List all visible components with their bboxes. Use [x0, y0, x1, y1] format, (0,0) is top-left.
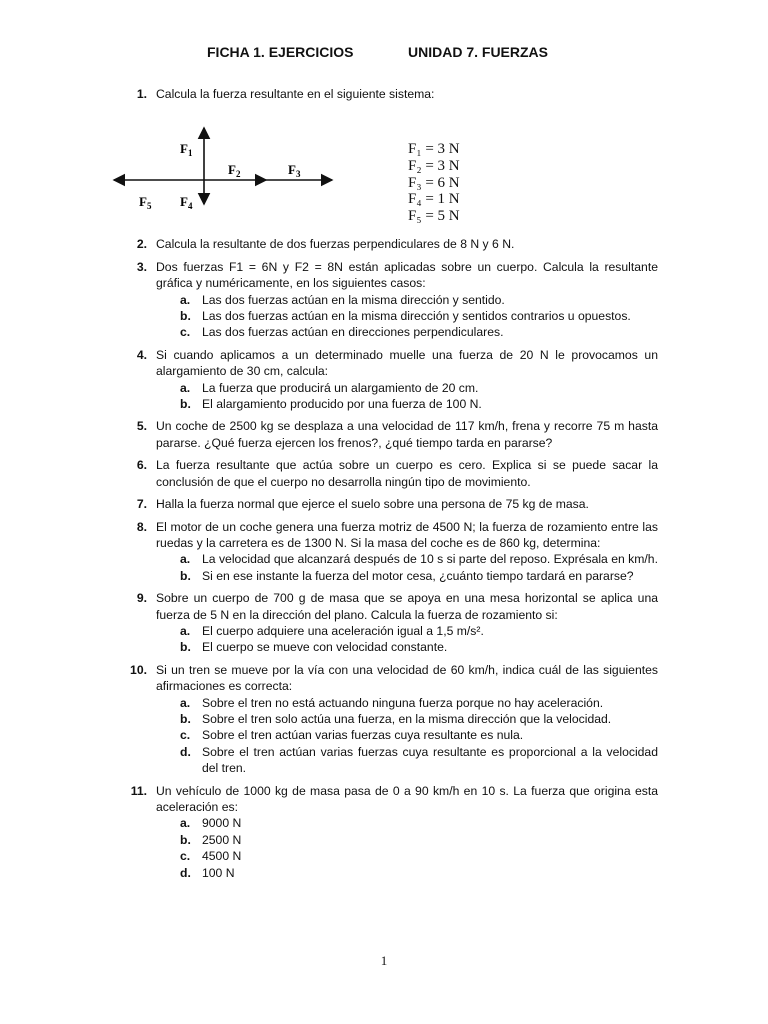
option-item [156, 292, 658, 308]
option-letter: a. [180, 380, 191, 395]
question-number: 1. [136, 87, 147, 101]
question-text: Un vehículo de 1000 kg de masa pasa de 0 a 90 km/h en 10 s. La fuerza que origina esta aceleración es: [156, 783, 658, 814]
option-item [156, 865, 658, 881]
force-value-f1: F₁ = 3 N [408, 141, 460, 158]
force-vector-diagram [110, 108, 350, 236]
option-text: Sobre el tren no está actuando ninguna fuerza porque no hay aceleración. [202, 695, 604, 710]
option-list [156, 623, 658, 656]
option-letter: a. [180, 816, 191, 831]
option-item [156, 308, 658, 324]
option-letter: c. [180, 849, 191, 864]
force-diagram [130, 108, 658, 236]
question-number: 3. [136, 259, 147, 274]
option-text: El cuerpo se mueve con velocidad constante. [202, 640, 448, 655]
option-text: Las dos fuerzas actúan en direcciones perpendiculares. [202, 325, 504, 340]
question-number: 7. [136, 497, 147, 512]
label-f5: $F_5$ [139, 194, 152, 212]
option-text: Las dos fuerzas actúan en la misma dirección y sentido. [202, 292, 505, 307]
unit-title: UNIDAD 7. FUERZAS [408, 44, 549, 60]
force-value-f2: F₂ = 3 N [408, 158, 460, 174]
question-4 [130, 347, 658, 413]
option-letter: a. [180, 292, 191, 307]
question-list [130, 86, 658, 887]
option-item [156, 639, 658, 655]
label-f3: $F_3$ [288, 162, 301, 180]
question-10 [130, 662, 658, 777]
option-list [156, 695, 658, 777]
question-number: 6. [136, 458, 147, 473]
question-3 [130, 259, 658, 341]
question-number: 9. [136, 591, 147, 606]
option-letter: c. [180, 325, 191, 340]
question-5 [130, 418, 658, 451]
question-text: El motor de un coche genera una fuerza motriz de 4500 N; la fuerza de rozamiento entre las ruedas y la carretera es de 1300 N. Si la masa del coche es de 860 kg, determina: [156, 519, 658, 550]
option-item [156, 815, 658, 831]
option-text: Sobre el tren actúan varias fuerzas cuya resultante es proporcional a la velocidad del tren. [202, 744, 658, 776]
page-number: 1 [380, 953, 388, 968]
option-text: Sobre el tren solo actúa una fuerza, en la misma dirección que la velocidad. [202, 711, 612, 726]
option-item [156, 623, 658, 639]
question-number: 10. [130, 662, 147, 677]
question-number: 4. [136, 347, 147, 362]
option-item [156, 695, 658, 711]
question-text: Calcula la fuerza resultante en el siguiente sistema: [156, 87, 435, 101]
question-number: 11. [130, 783, 147, 798]
force-value-f3: F₃ = 6 N [408, 174, 460, 191]
option-letter: b. [180, 568, 191, 583]
question-text: Si un tren se mueve por la vía con una velocidad de 60 km/h, indica cuál de las siguientes afirmaciones es correcta: [156, 662, 658, 694]
option-list [156, 292, 658, 341]
option-text: La fuerza que producirá un alargamiento de 20 cm. [202, 380, 479, 395]
option-list [156, 551, 658, 584]
option-letter: a. [180, 695, 191, 710]
question-number: 5. [136, 419, 147, 434]
question-text: Un coche de 2500 kg se desplaza a una velocidad de 117 km/h, frena y recorre 75 m hasta pararse. ¿Qué fuerza ejercen los frenos?, ¿qué tiempo tarda en pararse? [156, 419, 658, 450]
question-text: Dos fuerzas F1 = 6N y F2 = 8N están aplicadas sobre un cuerpo. Calcula la resultante gráfica y numéricamente, en los siguientes casos: [156, 259, 658, 291]
option-item [156, 324, 658, 340]
question-8 [130, 519, 658, 585]
question-2 [130, 236, 658, 252]
option-item [156, 568, 658, 584]
option-item [156, 380, 658, 396]
option-text: 4500 N [202, 849, 242, 864]
option-text: 100 N [202, 865, 235, 880]
option-letter: b. [180, 397, 191, 412]
option-letter: b. [180, 711, 191, 726]
option-item [156, 396, 658, 412]
option-item [156, 551, 658, 567]
option-text: El cuerpo adquiere una aceleración igual a 1,5 m/s². [202, 623, 484, 638]
option-letter: d. [180, 865, 191, 880]
option-letter: b. [180, 832, 191, 847]
option-item [156, 848, 658, 864]
question-7 [130, 496, 658, 512]
worksheet-title: FICHA 1. EJERCICIOS [207, 44, 354, 60]
option-text: 9000 N [202, 816, 242, 831]
option-list [156, 380, 658, 413]
option-item [156, 727, 658, 743]
question-text: Sobre un cuerpo de 700 g de masa que se apoya en una mesa horizontal se aplica una fuerza de 5 N en la dirección del plano. Calcula la fuerza de rozamiento si: [156, 591, 658, 622]
question-text: La fuerza resultante que actúa sobre un cuerpo es cero. Explica si se puede sacar la conclusión de que el cuerpo no desarrolla ningún tipo de movimiento. [156, 458, 658, 489]
label-f4: $F_4$ [180, 194, 193, 212]
option-text: Si en ese instante la fuerza del motor cesa, ¿cuánto tiempo tardará en pararse? [202, 568, 634, 583]
force-values [408, 141, 460, 224]
option-text: Las dos fuerzas actúan en la misma dirección y sentidos contrarios u opuestos. [202, 309, 631, 324]
question-text: Halla la fuerza normal que ejerce el suelo sobre una persona de 75 kg de masa. [156, 497, 589, 512]
remaining-questions [130, 236, 658, 881]
option-item [156, 832, 658, 848]
label-f1: $F_1$ [180, 141, 193, 159]
option-text: Sobre el tren actúan varias fuerzas cuya resultante es nula. [202, 728, 524, 743]
option-letter: b. [180, 309, 191, 324]
option-text: La velocidad que alcanzará después de 10 s si parte del reposo. Exprésala en km/h. [202, 552, 658, 567]
option-list [156, 815, 658, 881]
option-letter: c. [180, 728, 191, 743]
question-number: 8. [136, 519, 147, 534]
option-text: 2500 N [202, 832, 242, 847]
question-9 [130, 590, 658, 656]
question-number: 2. [136, 237, 147, 252]
option-text: El alargamiento producido por una fuerza de 100 N. [202, 397, 482, 412]
question-text: Si cuando aplicamos a un determinado muelle una fuerza de 20 N le provocamos un alargamiento de 30 cm, calcula: [156, 347, 658, 379]
question-11 [130, 783, 658, 881]
question-text: Calcula la resultante de dos fuerzas perpendiculares de 8 N y 6 N. [156, 237, 515, 252]
option-letter: a. [180, 552, 191, 567]
option-item [156, 711, 658, 727]
question-6 [130, 457, 658, 490]
force-value-f4: F₄ = 1 N [408, 191, 460, 208]
label-f2: $F_2$ [228, 162, 241, 180]
option-item [156, 744, 658, 777]
option-letter: b. [180, 640, 191, 655]
question-1 [130, 86, 658, 102]
option-letter: d. [180, 744, 191, 759]
force-value-f5: F₅ = 5 N [408, 207, 460, 224]
option-letter: a. [180, 623, 191, 638]
